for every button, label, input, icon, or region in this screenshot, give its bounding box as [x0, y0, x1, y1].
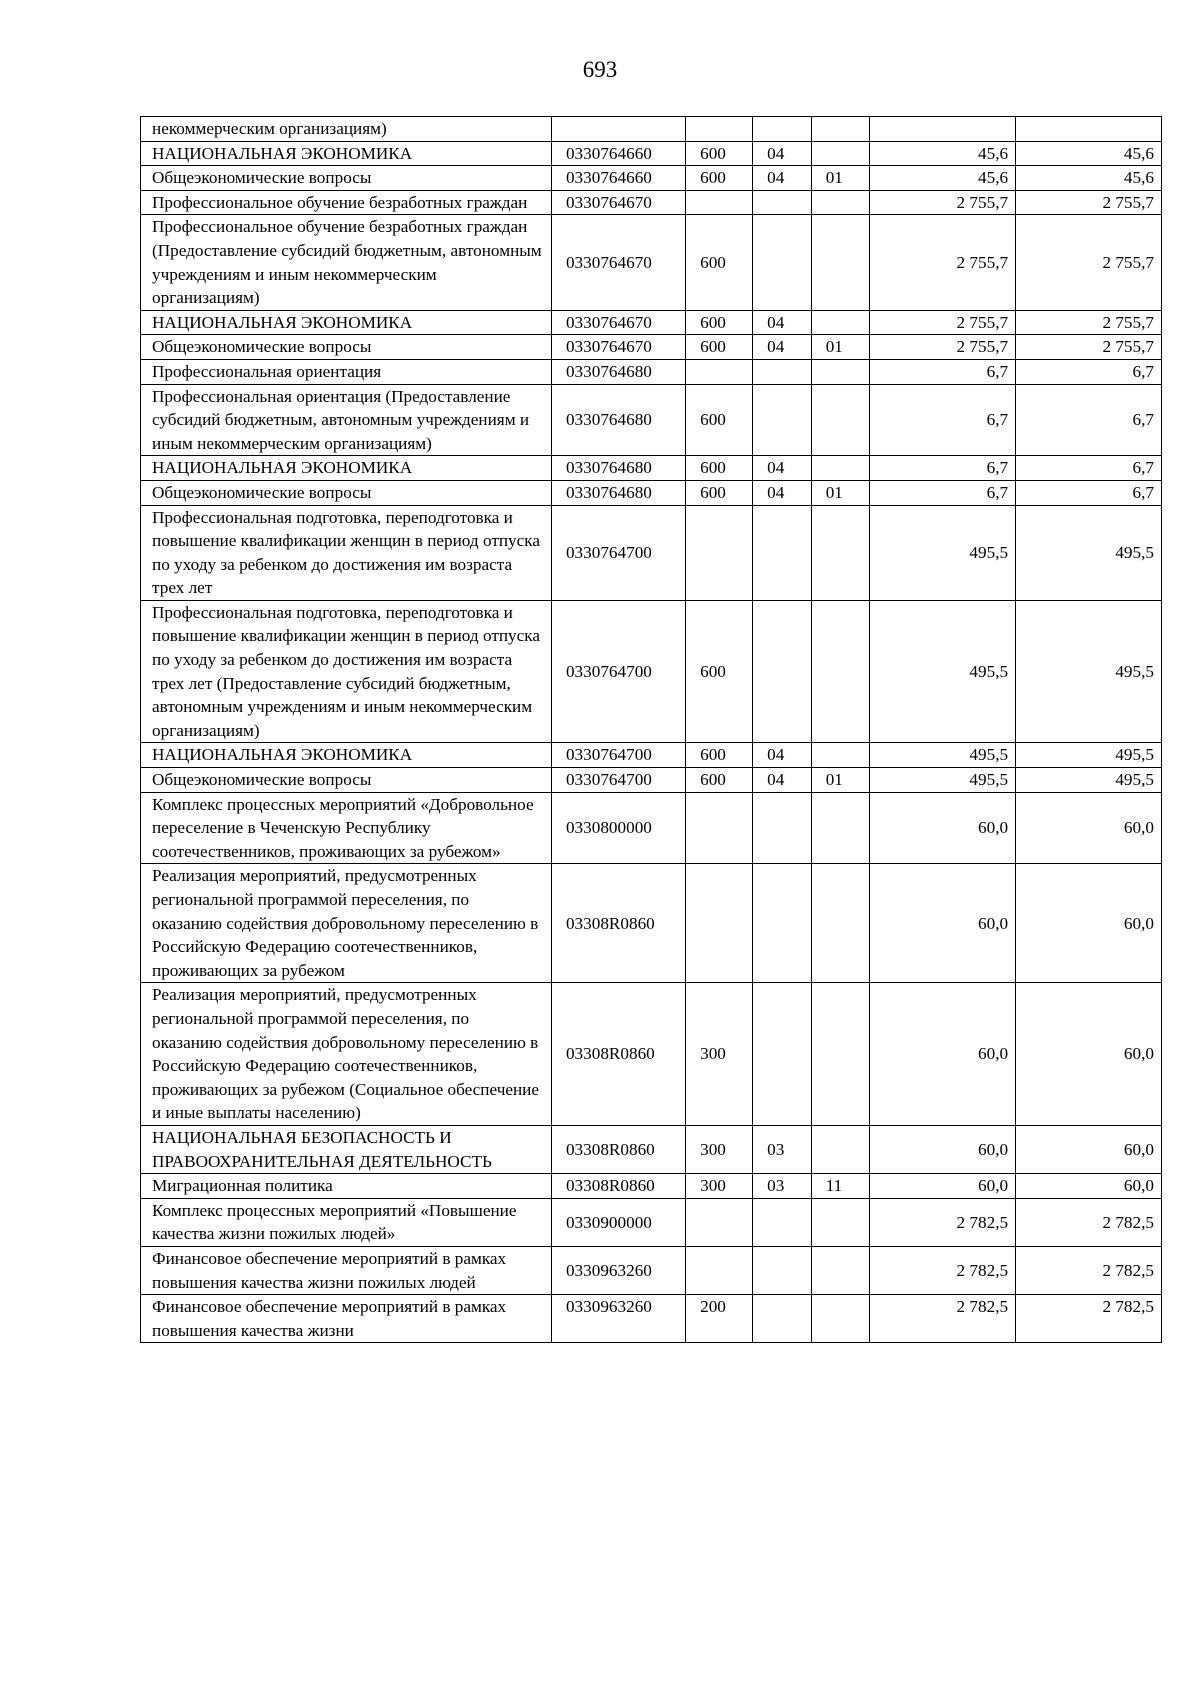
- table-row: [141, 1295, 1162, 1343]
- subsection-code: [811, 864, 870, 983]
- amount-1: 60,0: [870, 1174, 1016, 1199]
- table-row: [141, 1125, 1162, 1173]
- expense-name: НАЦИОНАЛЬНАЯ БЕЗОПАСНОСТЬ И ПРАВООХРАНИТЕЛЬНАЯ ДЕЯТЕЛЬНОСТЬ: [141, 1125, 552, 1173]
- subsection-code: [811, 359, 870, 384]
- subsection-code: 01: [811, 480, 870, 505]
- expense-name: Профессиональное обучение безработных граждан (Предоставление субсидий бюджетным, автономным учреждениям и иным некоммерческим организациям): [141, 215, 552, 310]
- amount-1: 2 755,7: [870, 215, 1016, 310]
- amount-2: 60,0: [1016, 792, 1162, 864]
- amount-1: 45,6: [870, 166, 1016, 191]
- target-article-code: 0330764680: [551, 480, 685, 505]
- amount-1: 2 782,5: [870, 1198, 1016, 1246]
- target-article-code: 0330800000: [551, 792, 685, 864]
- expense-name: Реализация мероприятий, предусмотренных региональной программой переселения, по оказанию содействия добровольному переселению в Российскую Федерацию соотечественников, проживающих за рубежом (Социальное обеспечение и иные выплаты населению): [141, 983, 552, 1126]
- subsection-code: [811, 1246, 870, 1294]
- table-row: [141, 600, 1162, 743]
- amount-2: 6,7: [1016, 384, 1162, 456]
- section-code: [753, 1198, 812, 1246]
- target-article-code: 0330900000: [551, 1198, 685, 1246]
- table-row: [141, 480, 1162, 505]
- amount-1: 2 755,7: [870, 310, 1016, 335]
- subsection-code: [811, 141, 870, 166]
- expense-name: Комплекс процессных мероприятий «Повышение качества жизни пожилых людей»: [141, 1198, 552, 1246]
- section-code: 04: [753, 480, 812, 505]
- target-article-code: 0330764670: [551, 310, 685, 335]
- amount-1: 2 782,5: [870, 1246, 1016, 1294]
- section-code: 03: [753, 1174, 812, 1199]
- target-article-code: 0330764670: [551, 190, 685, 215]
- subsection-code: [811, 384, 870, 456]
- amount-1: 6,7: [870, 480, 1016, 505]
- table-row: [141, 1246, 1162, 1294]
- expense-type-code: [686, 505, 753, 600]
- amount-1: 6,7: [870, 384, 1016, 456]
- table-row: [141, 215, 1162, 310]
- subsection-code: [811, 117, 870, 142]
- section-code: 04: [753, 310, 812, 335]
- subsection-code: [811, 792, 870, 864]
- amount-2: 6,7: [1016, 480, 1162, 505]
- expense-type-code: 600: [686, 215, 753, 310]
- section-code: [753, 600, 812, 743]
- subsection-code: 01: [811, 335, 870, 360]
- section-code: [753, 359, 812, 384]
- table-row: [141, 1174, 1162, 1199]
- section-code: [753, 983, 812, 1126]
- expense-type-code: 600: [686, 768, 753, 793]
- expense-name: Профессиональная ориентация (Предоставление субсидий бюджетным, автономным учреждениям и иным некоммерческим организациям): [141, 384, 552, 456]
- expense-name: Общеэкономические вопросы: [141, 768, 552, 793]
- amount-1: 2 755,7: [870, 335, 1016, 360]
- table-row: [141, 359, 1162, 384]
- expense-name: НАЦИОНАЛЬНАЯ ЭКОНОМИКА: [141, 310, 552, 335]
- budget-table: [140, 116, 1162, 1343]
- expense-name: Комплекс процессных мероприятий «Добровольное переселение в Чеченскую Республику соотечественников, проживающих за рубежом»: [141, 792, 552, 864]
- target-article-code: 0330764680: [551, 384, 685, 456]
- amount-2: [1016, 117, 1162, 142]
- expense-type-code: [686, 117, 753, 142]
- subsection-code: 11: [811, 1174, 870, 1199]
- target-article-code: 03308R0860: [551, 983, 685, 1126]
- subsection-code: [811, 505, 870, 600]
- expense-name: НАЦИОНАЛЬНАЯ ЭКОНОМИКА: [141, 141, 552, 166]
- amount-1: 6,7: [870, 456, 1016, 481]
- table-row: [141, 743, 1162, 768]
- subsection-code: 01: [811, 768, 870, 793]
- expense-type-code: 300: [686, 1125, 753, 1173]
- amount-1: [870, 117, 1016, 142]
- section-code: 04: [753, 335, 812, 360]
- section-code: [753, 190, 812, 215]
- amount-2: 2 755,7: [1016, 335, 1162, 360]
- section-code: 04: [753, 141, 812, 166]
- expense-name: некоммерческим организациям): [141, 117, 552, 142]
- expense-name: НАЦИОНАЛЬНАЯ ЭКОНОМИКА: [141, 743, 552, 768]
- subsection-code: [811, 1198, 870, 1246]
- amount-2: 60,0: [1016, 1174, 1162, 1199]
- table-row: [141, 141, 1162, 166]
- amount-1: 60,0: [870, 983, 1016, 1126]
- expense-name: Общеэкономические вопросы: [141, 335, 552, 360]
- amount-2: 2 782,5: [1016, 1246, 1162, 1294]
- table-row: [141, 190, 1162, 215]
- expense-type-code: [686, 864, 753, 983]
- section-code: [753, 215, 812, 310]
- section-code: [753, 1295, 812, 1343]
- target-article-code: 0330764670: [551, 335, 685, 360]
- amount-2: 495,5: [1016, 743, 1162, 768]
- expense-type-code: 600: [686, 384, 753, 456]
- expense-type-code: 600: [686, 456, 753, 481]
- subsection-code: [811, 190, 870, 215]
- target-article-code: 0330764660: [551, 141, 685, 166]
- page-number: 693: [582, 57, 618, 82]
- amount-1: 495,5: [870, 505, 1016, 600]
- target-article-code: 0330764680: [551, 456, 685, 481]
- amount-2: 2 755,7: [1016, 190, 1162, 215]
- expense-type-code: 600: [686, 743, 753, 768]
- table-row: [141, 456, 1162, 481]
- expense-type-code: 300: [686, 983, 753, 1126]
- table-row: [141, 166, 1162, 191]
- expense-name: Профессиональная ориентация: [141, 359, 552, 384]
- target-article-code: 0330963260: [551, 1295, 685, 1343]
- target-article-code: 03308R0860: [551, 1174, 685, 1199]
- subsection-code: [811, 215, 870, 310]
- subsection-code: [811, 1295, 870, 1343]
- expense-type-code: 300: [686, 1174, 753, 1199]
- target-article-code: 03308R0860: [551, 864, 685, 983]
- expense-type-code: 600: [686, 335, 753, 360]
- amount-1: 495,5: [870, 600, 1016, 743]
- subsection-code: [811, 456, 870, 481]
- amount-1: 2 755,7: [870, 190, 1016, 215]
- amount-2: 60,0: [1016, 1125, 1162, 1173]
- amount-2: 60,0: [1016, 983, 1162, 1126]
- expense-type-code: [686, 1246, 753, 1294]
- amount-1: 495,5: [870, 768, 1016, 793]
- table-row: [141, 1198, 1162, 1246]
- amount-1: 60,0: [870, 792, 1016, 864]
- subsection-code: [811, 600, 870, 743]
- expense-type-code: [686, 359, 753, 384]
- table-row: [141, 505, 1162, 600]
- subsection-code: [811, 743, 870, 768]
- section-code: [753, 1246, 812, 1294]
- target-article-code: 0330764680: [551, 359, 685, 384]
- table-row: [141, 792, 1162, 864]
- section-code: 04: [753, 456, 812, 481]
- expense-name: Общеэкономические вопросы: [141, 166, 552, 191]
- expense-name: Финансовое обеспечение мероприятий в рамках повышения качества жизни пожилых людей: [141, 1246, 552, 1294]
- expense-type-code: 200: [686, 1295, 753, 1343]
- target-article-code: 0330963260: [551, 1246, 685, 1294]
- table-body: [141, 117, 1162, 1343]
- expense-name: Профессиональная подготовка, переподготовка и повышение квалификации женщин в период отпуска по уходу за ребенком до достижения им возраста трех лет: [141, 505, 552, 600]
- section-code: 03: [753, 1125, 812, 1173]
- section-code: [753, 792, 812, 864]
- expense-type-code: 600: [686, 141, 753, 166]
- section-code: [753, 117, 812, 142]
- expense-type-code: 600: [686, 600, 753, 743]
- expense-name: НАЦИОНАЛЬНАЯ ЭКОНОМИКА: [141, 456, 552, 481]
- table-row: [141, 384, 1162, 456]
- amount-2: 2 755,7: [1016, 310, 1162, 335]
- table-row: [141, 335, 1162, 360]
- amount-1: 60,0: [870, 864, 1016, 983]
- section-code: 04: [753, 768, 812, 793]
- section-code: 04: [753, 743, 812, 768]
- amount-2: 6,7: [1016, 359, 1162, 384]
- subsection-code: [811, 1125, 870, 1173]
- amount-2: 45,6: [1016, 141, 1162, 166]
- target-article-code: 0330764700: [551, 505, 685, 600]
- expense-type-code: [686, 1198, 753, 1246]
- amount-1: 45,6: [870, 141, 1016, 166]
- amount-2: 495,5: [1016, 505, 1162, 600]
- amount-2: 60,0: [1016, 864, 1162, 983]
- table-row: [141, 864, 1162, 983]
- table-row: [141, 983, 1162, 1126]
- amount-1: 2 782,5: [870, 1295, 1016, 1343]
- expense-name: Профессиональное обучение безработных граждан: [141, 190, 552, 215]
- subsection-code: 01: [811, 166, 870, 191]
- section-code: [753, 505, 812, 600]
- expense-name: Общеэкономические вопросы: [141, 480, 552, 505]
- section-code: 04: [753, 166, 812, 191]
- table-row: [141, 117, 1162, 142]
- target-article-code: 03308R0860: [551, 1125, 685, 1173]
- amount-2: 2 782,5: [1016, 1198, 1162, 1246]
- target-article-code: [551, 117, 685, 142]
- amount-1: 6,7: [870, 359, 1016, 384]
- expense-type-code: 600: [686, 480, 753, 505]
- amount-1: 495,5: [870, 743, 1016, 768]
- expense-type-code: [686, 190, 753, 215]
- amount-2: 2 755,7: [1016, 215, 1162, 310]
- subsection-code: [811, 310, 870, 335]
- amount-2: 45,6: [1016, 166, 1162, 191]
- table-row: [141, 310, 1162, 335]
- target-article-code: 0330764660: [551, 166, 685, 191]
- amount-2: 495,5: [1016, 600, 1162, 743]
- subsection-code: [811, 983, 870, 1126]
- target-article-code: 0330764670: [551, 215, 685, 310]
- expense-name: Реализация мероприятий, предусмотренных региональной программой переселения, по оказанию содействия добровольному переселению в Российскую Федерацию соотечественников, проживающих за рубежом: [141, 864, 552, 983]
- expense-name: Миграционная политика: [141, 1174, 552, 1199]
- expense-type-code: 600: [686, 166, 753, 191]
- expense-type-code: 600: [686, 310, 753, 335]
- expense-name: Профессиональная подготовка, переподготовка и повышение квалификации женщин в период отпуска по уходу за ребенком до достижения им возраста трех лет (Предоставление субсидий бюджетным, автономным учреждениям и иным некоммерческим организациям): [141, 600, 552, 743]
- target-article-code: 0330764700: [551, 600, 685, 743]
- target-article-code: 0330764700: [551, 768, 685, 793]
- amount-2: 6,7: [1016, 456, 1162, 481]
- target-article-code: 0330764700: [551, 743, 685, 768]
- amount-1: 60,0: [870, 1125, 1016, 1173]
- section-code: [753, 384, 812, 456]
- expense-type-code: [686, 792, 753, 864]
- amount-2: 2 782,5: [1016, 1295, 1162, 1343]
- amount-2: 495,5: [1016, 768, 1162, 793]
- section-code: [753, 864, 812, 983]
- table-row: [141, 768, 1162, 793]
- expense-name: Финансовое обеспечение мероприятий в рамках повышения качества жизни: [141, 1295, 552, 1343]
